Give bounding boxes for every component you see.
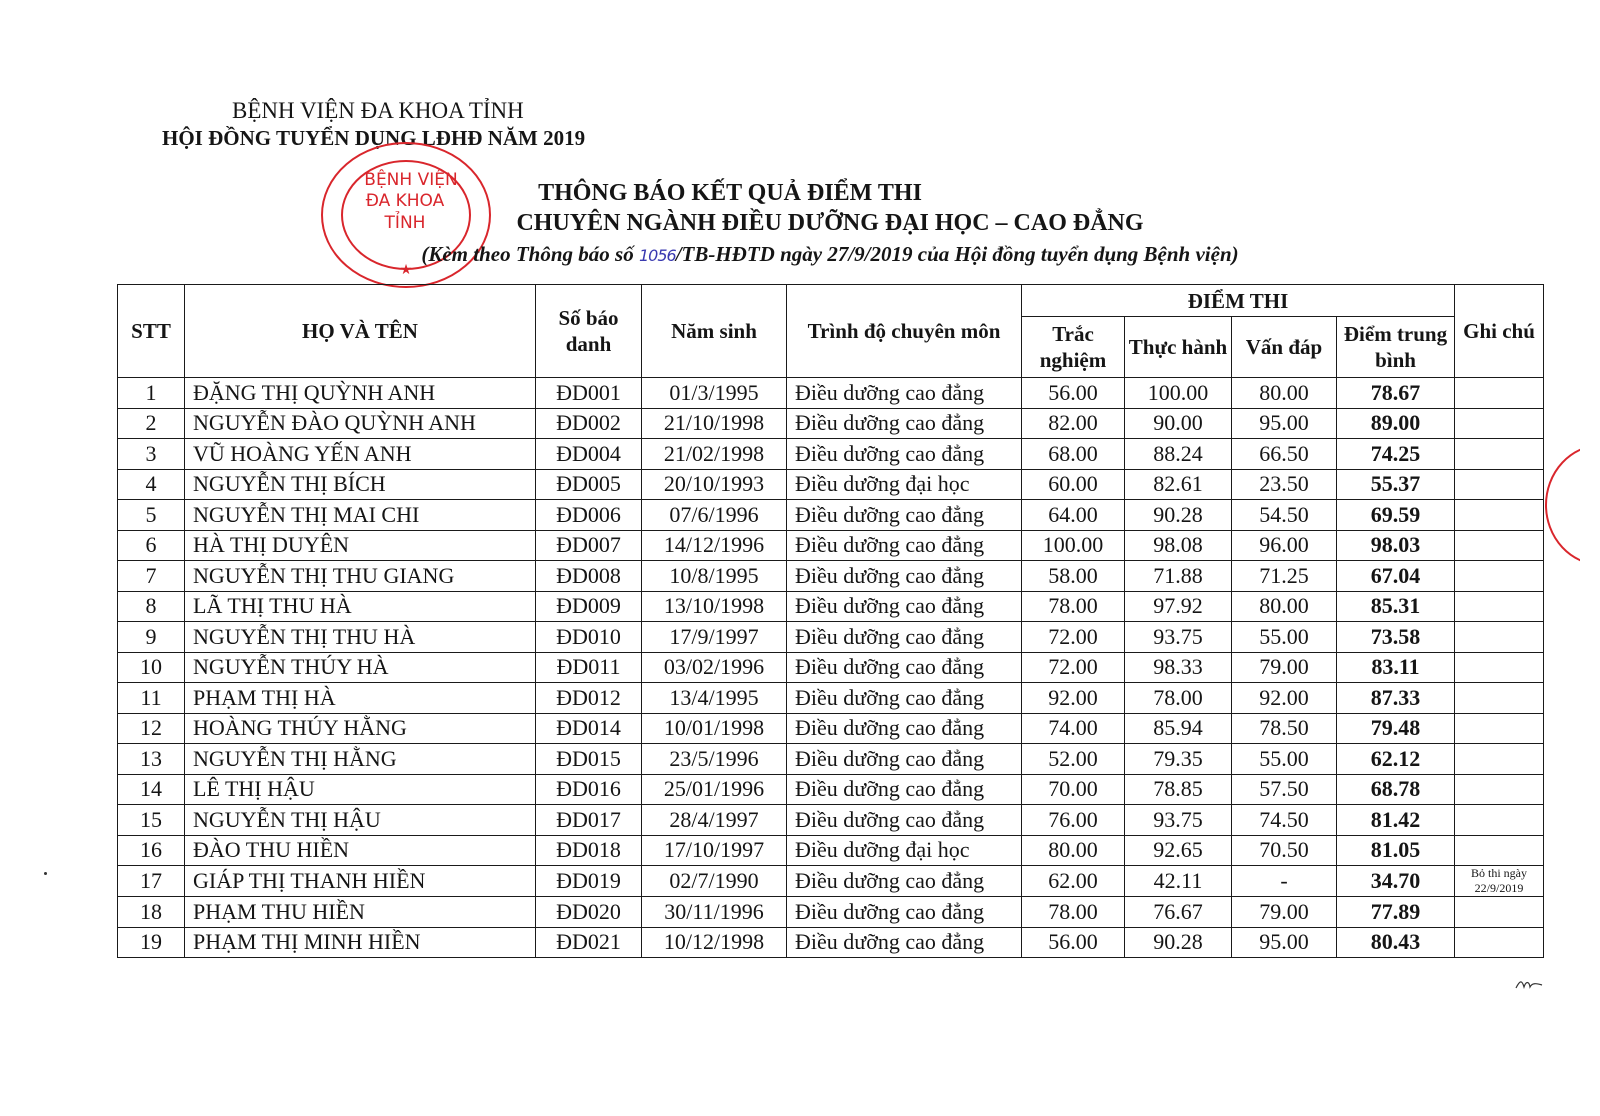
stamp-line-2: ĐA KHOA xyxy=(365,191,445,211)
table-row xyxy=(118,744,1544,775)
cell-candidate-number: ĐD002 xyxy=(536,408,642,439)
reference-prefix: (Kèm theo Thông báo số xyxy=(421,242,639,266)
cell-qualification: Điều dưỡng cao đẳng xyxy=(787,927,1022,958)
cell-average: 98.03 xyxy=(1337,530,1455,561)
cell-practical: 98.08 xyxy=(1125,530,1232,561)
svg-text:★: ★ xyxy=(399,263,413,278)
cell-multiple-choice: 92.00 xyxy=(1022,683,1125,714)
cell-practical: 93.75 xyxy=(1125,805,1232,836)
table-row xyxy=(118,927,1544,958)
table-row xyxy=(118,500,1544,531)
cell-birth-year: 20/10/1993 xyxy=(642,469,787,500)
cell-average: 34.70 xyxy=(1337,866,1455,897)
cell-candidate-number: ĐD015 xyxy=(536,744,642,775)
cell-multiple-choice: 80.00 xyxy=(1022,835,1125,866)
cell-qualification: Điều dưỡng cao đẳng xyxy=(787,652,1022,683)
cell-oral: 79.00 xyxy=(1232,897,1337,928)
header-birth-year: Năm sinh xyxy=(642,285,787,378)
cell-birth-year: 10/01/1998 xyxy=(642,713,787,744)
stamp-line-1: BỆNH VIỆN xyxy=(364,170,458,190)
results-table xyxy=(117,284,1544,958)
cell-multiple-choice: 68.00 xyxy=(1022,439,1125,470)
cell-note xyxy=(1455,439,1544,470)
cell-practical: 98.33 xyxy=(1125,652,1232,683)
cell-practical: 90.00 xyxy=(1125,408,1232,439)
cell-qualification: Điều dưỡng đại học xyxy=(787,469,1022,500)
cell-practical: 100.00 xyxy=(1125,378,1232,409)
cell-note xyxy=(1455,744,1544,775)
cell-average: 74.25 xyxy=(1337,439,1455,470)
cell-oral: 23.50 xyxy=(1232,469,1337,500)
cell-candidate-number: ĐD011 xyxy=(536,652,642,683)
cell-note xyxy=(1455,652,1544,683)
header-exam-scores: ĐIỂM THI xyxy=(1022,285,1455,317)
cell-practical: 78.85 xyxy=(1125,774,1232,805)
cell-practical: 71.88 xyxy=(1125,561,1232,592)
cell-multiple-choice: 74.00 xyxy=(1022,713,1125,744)
cell-practical: 88.24 xyxy=(1125,439,1232,470)
cell-stt: 12 xyxy=(118,713,185,744)
cell-note xyxy=(1455,530,1544,561)
cell-birth-year: 01/3/1995 xyxy=(642,378,787,409)
cell-birth-year: 10/8/1995 xyxy=(642,561,787,592)
cell-oral: 57.50 xyxy=(1232,774,1337,805)
stamp-line-3: TỈNH xyxy=(384,213,426,233)
cell-practical: 93.75 xyxy=(1125,622,1232,653)
cell-note xyxy=(1455,835,1544,866)
header-multiple-choice: Trắc nghiệm xyxy=(1022,317,1125,378)
cell-name: LÊ THỊ HẬU xyxy=(185,774,536,805)
cell-average: 78.67 xyxy=(1337,378,1455,409)
handwritten-initials xyxy=(1514,976,1544,992)
cell-birth-year: 28/4/1997 xyxy=(642,805,787,836)
cell-birth-year: 13/4/1995 xyxy=(642,683,787,714)
cell-birth-year: 21/10/1998 xyxy=(642,408,787,439)
table-row xyxy=(118,408,1544,439)
cell-multiple-choice: 100.00 xyxy=(1022,530,1125,561)
cell-candidate-number: ĐD004 xyxy=(536,439,642,470)
cell-qualification: Điều dưỡng cao đẳng xyxy=(787,713,1022,744)
cell-qualification: Điều dưỡng cao đẳng xyxy=(787,744,1022,775)
results-table-body xyxy=(118,378,1544,958)
cell-qualification: Điều dưỡng cao đẳng xyxy=(787,378,1022,409)
cell-qualification: Điều dưỡng cao đẳng xyxy=(787,561,1022,592)
cell-oral: 70.50 xyxy=(1232,835,1337,866)
cell-birth-year: 14/12/1996 xyxy=(642,530,787,561)
cell-multiple-choice: 56.00 xyxy=(1022,378,1125,409)
table-row xyxy=(118,439,1544,470)
cell-name: PHẠM THỊ MINH HIỀN xyxy=(185,927,536,958)
cell-stt: 8 xyxy=(118,591,185,622)
cell-candidate-number: ĐD017 xyxy=(536,805,642,836)
cell-note xyxy=(1455,713,1544,744)
cell-qualification: Điều dưỡng cao đẳng xyxy=(787,897,1022,928)
cell-note xyxy=(1455,591,1544,622)
cell-name: NGUYỄN THÚY HÀ xyxy=(185,652,536,683)
organization-name: BỆNH VIỆN ĐA KHOA TỈNH xyxy=(232,98,524,123)
cell-multiple-choice: 52.00 xyxy=(1022,744,1125,775)
cell-qualification: Điều dưỡng đại học xyxy=(787,835,1022,866)
cell-candidate-number: ĐD007 xyxy=(536,530,642,561)
document-subtitle: CHUYÊN NGÀNH ĐIỀU DƯỠNG ĐẠI HỌC – CAO ĐẲNG xyxy=(516,210,1144,236)
table-row xyxy=(118,774,1544,805)
cell-candidate-number: ĐD010 xyxy=(536,622,642,653)
cell-stt: 18 xyxy=(118,897,185,928)
document-reference xyxy=(0,242,1600,267)
cell-note xyxy=(1455,805,1544,836)
cell-stt: 1 xyxy=(118,378,185,409)
handwritten-notice-number: 1056 xyxy=(638,246,676,265)
cell-multiple-choice: 72.00 xyxy=(1022,652,1125,683)
cell-stt: 19 xyxy=(118,927,185,958)
cell-candidate-number: ĐD005 xyxy=(536,469,642,500)
cell-name: NGUYỄN THỊ BÍCH xyxy=(185,469,536,500)
cell-multiple-choice: 78.00 xyxy=(1022,591,1125,622)
cell-candidate-number: ĐD001 xyxy=(536,378,642,409)
cell-note xyxy=(1455,378,1544,409)
cell-oral: 96.00 xyxy=(1232,530,1337,561)
cell-name: GIÁP THỊ THANH HIỀN xyxy=(185,866,536,897)
cell-average: 80.43 xyxy=(1337,927,1455,958)
cell-average: 73.58 xyxy=(1337,622,1455,653)
cell-birth-year: 23/5/1996 xyxy=(642,744,787,775)
cell-stt: 10 xyxy=(118,652,185,683)
cell-note xyxy=(1455,927,1544,958)
cell-birth-year: 02/7/1990 xyxy=(642,866,787,897)
cell-name: NGUYỄN THỊ THU GIANG xyxy=(185,561,536,592)
cell-multiple-choice: 70.00 xyxy=(1022,774,1125,805)
cell-candidate-number: ĐD014 xyxy=(536,713,642,744)
cell-birth-year: 13/10/1998 xyxy=(642,591,787,622)
cell-stt: 3 xyxy=(118,439,185,470)
table-row xyxy=(118,683,1544,714)
cell-oral: 55.00 xyxy=(1232,622,1337,653)
cell-qualification: Điều dưỡng cao đẳng xyxy=(787,591,1022,622)
table-row xyxy=(118,835,1544,866)
cell-multiple-choice: 72.00 xyxy=(1022,622,1125,653)
cell-average: 69.59 xyxy=(1337,500,1455,531)
cell-qualification: Điều dưỡng cao đẳng xyxy=(787,408,1022,439)
cell-stt: 15 xyxy=(118,805,185,836)
cell-name: NGUYỄN THỊ HẰNG xyxy=(185,744,536,775)
cell-candidate-number: ĐD020 xyxy=(536,897,642,928)
cell-average: 81.42 xyxy=(1337,805,1455,836)
cell-name: ĐÀO THU HIỀN xyxy=(185,835,536,866)
cell-note xyxy=(1455,469,1544,500)
cell-oral: 79.00 xyxy=(1232,652,1337,683)
cell-name: NGUYỄN THỊ THU HÀ xyxy=(185,622,536,653)
cell-note xyxy=(1455,683,1544,714)
cell-birth-year: 07/6/1996 xyxy=(642,500,787,531)
cell-qualification: Điều dưỡng cao đẳng xyxy=(787,683,1022,714)
cell-multiple-choice: 58.00 xyxy=(1022,561,1125,592)
cell-candidate-number: ĐD021 xyxy=(536,927,642,958)
cell-oral: 80.00 xyxy=(1232,378,1337,409)
cell-oral: 92.00 xyxy=(1232,683,1337,714)
table-row xyxy=(118,866,1544,897)
header-average: Điểm trung bình xyxy=(1337,317,1455,378)
cell-note xyxy=(1455,561,1544,592)
cell-practical: 85.94 xyxy=(1125,713,1232,744)
table-row xyxy=(118,652,1544,683)
cell-average: 85.31 xyxy=(1337,591,1455,622)
header-note: Ghi chú xyxy=(1455,285,1544,378)
cell-qualification: Điều dưỡng cao đẳng xyxy=(787,622,1022,653)
cell-name: NGUYỄN THỊ MAI CHI xyxy=(185,500,536,531)
table-row xyxy=(118,713,1544,744)
cell-practical: 90.28 xyxy=(1125,927,1232,958)
cell-note xyxy=(1455,408,1544,439)
cell-stt: 4 xyxy=(118,469,185,500)
reference-suffix: /TB-HĐTD ngày 27/9/2019 của Hội đồng tuyển dụng Bệnh viện) xyxy=(675,242,1239,266)
cell-candidate-number: ĐD008 xyxy=(536,561,642,592)
table-row xyxy=(118,378,1544,409)
cell-practical: 97.92 xyxy=(1125,591,1232,622)
cell-average: 55.37 xyxy=(1337,469,1455,500)
cell-stt: 11 xyxy=(118,683,185,714)
cell-note: Bỏ thi ngày 22/9/2019 xyxy=(1455,866,1544,897)
cell-candidate-number: ĐD016 xyxy=(536,774,642,805)
cell-average: 81.05 xyxy=(1337,835,1455,866)
cell-stt: 17 xyxy=(118,866,185,897)
cell-stt: 5 xyxy=(118,500,185,531)
cell-average: 89.00 xyxy=(1337,408,1455,439)
header-stt: STT xyxy=(118,285,185,378)
cell-multiple-choice: 64.00 xyxy=(1022,500,1125,531)
cell-note xyxy=(1455,897,1544,928)
cell-multiple-choice: 60.00 xyxy=(1022,469,1125,500)
cell-birth-year: 17/9/1997 xyxy=(642,622,787,653)
cell-average: 77.89 xyxy=(1337,897,1455,928)
cell-practical: 76.67 xyxy=(1125,897,1232,928)
cell-qualification: Điều dưỡng cao đẳng xyxy=(787,774,1022,805)
cell-stt: 13 xyxy=(118,744,185,775)
header-qualification: Trình độ chuyên môn xyxy=(787,285,1022,378)
council-name: HỘI ĐỒNG TUYỂN DỤNG LĐHĐ NĂM 2019 xyxy=(162,126,586,150)
cell-practical: 42.11 xyxy=(1125,866,1232,897)
cell-multiple-choice: 82.00 xyxy=(1022,408,1125,439)
scan-speck xyxy=(44,872,47,875)
cell-name: NGUYỄN ĐÀO QUỲNH ANH xyxy=(185,408,536,439)
table-row xyxy=(118,530,1544,561)
cell-oral: 78.50 xyxy=(1232,713,1337,744)
table-row xyxy=(118,622,1544,653)
cell-oral: 95.00 xyxy=(1232,927,1337,958)
cell-candidate-number: ĐD006 xyxy=(536,500,642,531)
cell-candidate-number: ĐD018 xyxy=(536,835,642,866)
cell-oral: 71.25 xyxy=(1232,561,1337,592)
cell-name: HÀ THỊ DUYÊN xyxy=(185,530,536,561)
table-row xyxy=(118,805,1544,836)
partial-red-stamp xyxy=(1540,440,1580,570)
cell-oral: 95.00 xyxy=(1232,408,1337,439)
cell-multiple-choice: 56.00 xyxy=(1022,927,1125,958)
cell-name: PHẠM THỊ HÀ xyxy=(185,683,536,714)
cell-practical: 92.65 xyxy=(1125,835,1232,866)
cell-oral: 80.00 xyxy=(1232,591,1337,622)
table-row xyxy=(118,469,1544,500)
table-row xyxy=(118,591,1544,622)
cell-stt: 16 xyxy=(118,835,185,866)
cell-candidate-number: ĐD012 xyxy=(536,683,642,714)
cell-average: 68.78 xyxy=(1337,774,1455,805)
cell-name: VŨ HOÀNG YẾN ANH xyxy=(185,439,536,470)
cell-qualification: Điều dưỡng cao đẳng xyxy=(787,530,1022,561)
cell-name: NGUYỄN THỊ HẬU xyxy=(185,805,536,836)
cell-practical: 78.00 xyxy=(1125,683,1232,714)
cell-candidate-number: ĐD009 xyxy=(536,591,642,622)
cell-candidate-number: ĐD019 xyxy=(536,866,642,897)
cell-birth-year: 17/10/1997 xyxy=(642,835,787,866)
cell-oral: 74.50 xyxy=(1232,805,1337,836)
cell-practical: 90.28 xyxy=(1125,500,1232,531)
cell-qualification: Điều dưỡng cao đẳng xyxy=(787,866,1022,897)
header-name: HỌ VÀ TÊN xyxy=(185,285,536,378)
cell-oral: 54.50 xyxy=(1232,500,1337,531)
cell-multiple-choice: 78.00 xyxy=(1022,897,1125,928)
cell-note xyxy=(1455,500,1544,531)
header-practical: Thực hành xyxy=(1125,317,1232,378)
cell-oral: 55.00 xyxy=(1232,744,1337,775)
cell-birth-year: 03/02/1996 xyxy=(642,652,787,683)
table-row xyxy=(118,897,1544,928)
cell-stt: 6 xyxy=(118,530,185,561)
cell-name: PHẠM THU HIỀN xyxy=(185,897,536,928)
header-oral: Vấn đáp xyxy=(1232,317,1337,378)
cell-name: HOÀNG THÚY HẰNG xyxy=(185,713,536,744)
cell-qualification: Điều dưỡng cao đẳng xyxy=(787,500,1022,531)
cell-birth-year: 21/02/1998 xyxy=(642,439,787,470)
cell-practical: 82.61 xyxy=(1125,469,1232,500)
cell-average: 79.48 xyxy=(1337,713,1455,744)
header-candidate-number: Số báo danh xyxy=(536,285,642,378)
cell-note xyxy=(1455,774,1544,805)
cell-multiple-choice: 62.00 xyxy=(1022,866,1125,897)
cell-name: ĐẶNG THỊ QUỲNH ANH xyxy=(185,378,536,409)
cell-average: 62.12 xyxy=(1337,744,1455,775)
cell-qualification: Điều dưỡng cao đẳng xyxy=(787,439,1022,470)
cell-note xyxy=(1455,622,1544,653)
cell-name: LÃ THỊ THU HÀ xyxy=(185,591,536,622)
cell-qualification: Điều dưỡng cao đẳng xyxy=(787,805,1022,836)
cell-stt: 7 xyxy=(118,561,185,592)
cell-birth-year: 30/11/1996 xyxy=(642,897,787,928)
cell-practical: 79.35 xyxy=(1125,744,1232,775)
cell-multiple-choice: 76.00 xyxy=(1022,805,1125,836)
cell-stt: 14 xyxy=(118,774,185,805)
cell-oral: 66.50 xyxy=(1232,439,1337,470)
cell-oral: - xyxy=(1232,866,1337,897)
cell-average: 67.04 xyxy=(1337,561,1455,592)
cell-birth-year: 10/12/1998 xyxy=(642,927,787,958)
cell-stt: 9 xyxy=(118,622,185,653)
cell-birth-year: 25/01/1996 xyxy=(642,774,787,805)
cell-average: 83.11 xyxy=(1337,652,1455,683)
cell-average: 87.33 xyxy=(1337,683,1455,714)
cell-stt: 2 xyxy=(118,408,185,439)
table-row xyxy=(118,561,1544,592)
document-title: THÔNG BÁO KẾT QUẢ ĐIỂM THI xyxy=(538,180,922,206)
